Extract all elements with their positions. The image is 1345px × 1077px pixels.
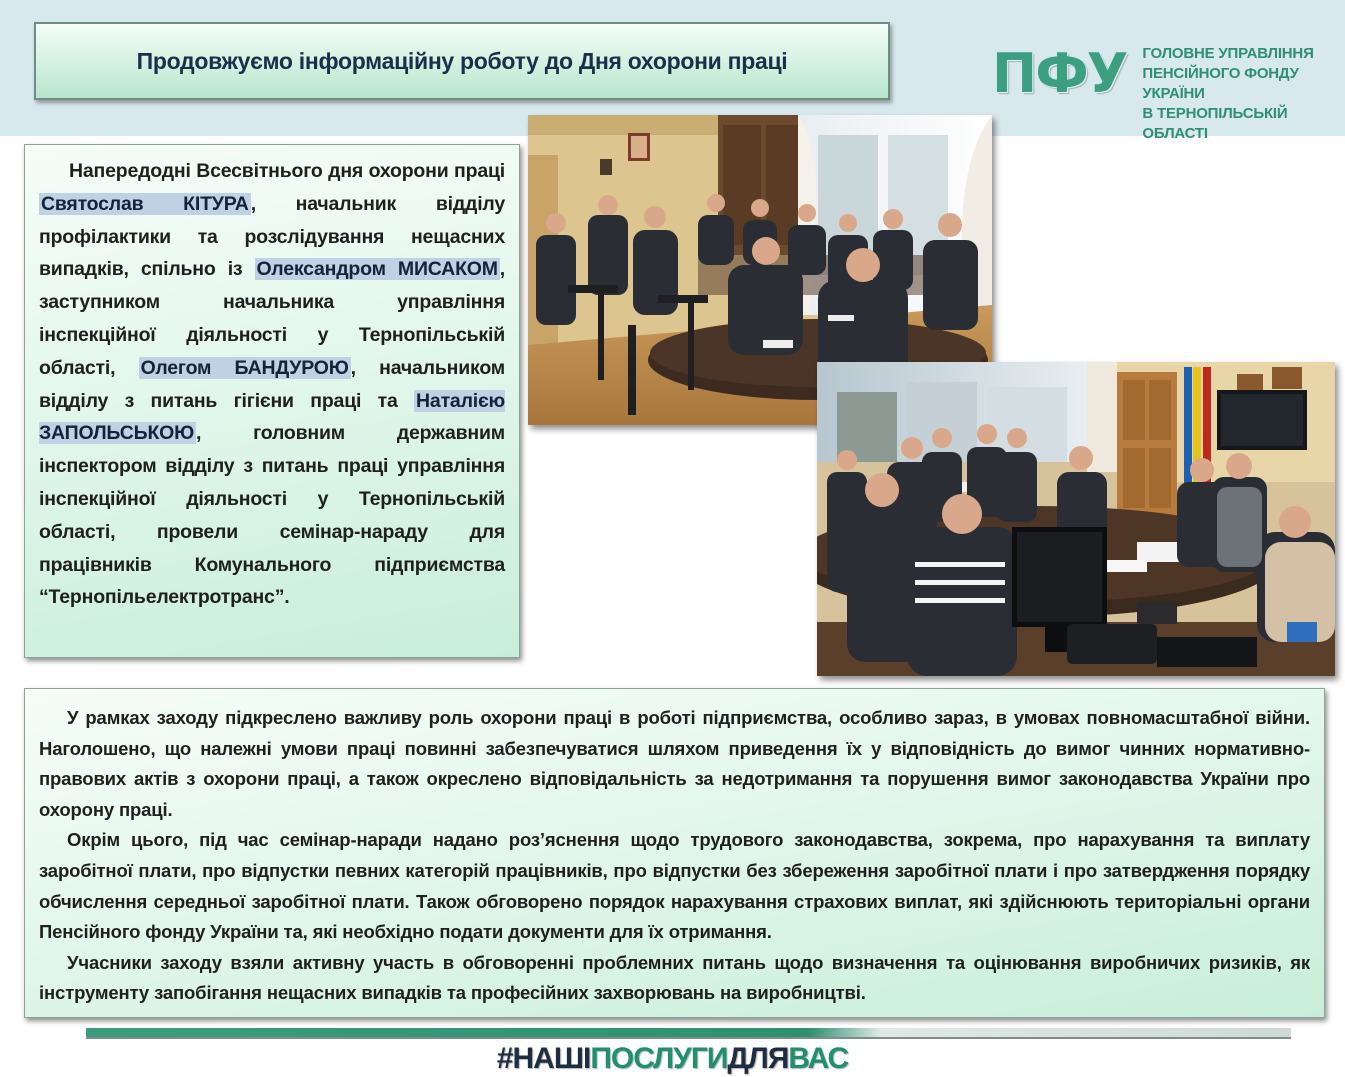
intro-text-5: , головним державним інспектором відділу з питань праці управління інспекційної діяльності у Тернопільській області, провели семінар-нараду для працівників Комунального підприємства “Тернопільелектротранс”.	[39, 422, 505, 609]
logo-text	[1142, 44, 1345, 144]
logo-line-2: ПЕНСІЙНОГО ФОНДУ УКРАЇНИ	[1142, 65, 1299, 102]
pfu-logo	[992, 42, 1345, 142]
intro-paragraph	[39, 155, 505, 614]
hashtag-symbol: #	[496, 1042, 513, 1075]
details-paragraph-3: Учасники заходу взяли активну участь в обговоренні проблемних питань щодо визначення та оцінювання виробничих ризиків, як інструменту запобігання нещасних випадків та професійних захворювань на виробництві.	[39, 951, 1310, 1004]
logo-mark: ПФУ	[992, 42, 1127, 105]
highlighted-name-3: Олегом БАНДУРОЮ	[140, 356, 349, 379]
intro-text-4: , начальником відділу з питань гігієни праці та	[39, 356, 505, 412]
details-panel	[24, 688, 1325, 1018]
footer-divider	[86, 1028, 1291, 1039]
intro-panel	[24, 144, 520, 658]
meeting-photo-2	[817, 362, 1335, 676]
details-paragraph-2: Окрім цього, під час семінар-наради надано роз’яснення щодо трудового законодавства, зокрема, про нарахування та виплату заробітної плати, про відпустки певних категорій працівників, про відпустки без збереження заробітної плати і про затвердження порядку обчислення середньої заробітної плати. Також обговорено порядок нарахування страхових виплат, які здійснюють територіальні органи Пенсійного фонду України та, які необхідно подати документи для їх отримання.	[39, 829, 1310, 943]
page-title-box	[34, 22, 890, 100]
intro-text-3: , заступником начальника управління інспекційної діяльності у Тернопільській області,	[39, 258, 506, 379]
details-paragraph-1: У рамках заходу підкреслено важливу роль охорони праці в роботі підприємства, особливо зараз, в умовах повномасштабної війни. Наголошено, що належні умови праці повинні забезпечуватися шляхом приведення їх у відповідність до вимог чинних нормативно-правових актів з охорони праці, а також окреслено відповідальність за недотримання та порушення вимог законодавства України про охорону праці.	[39, 707, 1310, 820]
hashtag-word-3: ДЛЯ	[727, 1042, 789, 1075]
logo-line-1: ГОЛОВНЕ УПРАВЛІННЯ	[1142, 45, 1314, 62]
intro-text-1: Напередодні Всесвітнього дня охорони праці	[69, 160, 505, 182]
hashtag-word-2: ПОСЛУГИ	[590, 1042, 728, 1075]
footer-hashtag	[0, 1040, 1345, 1077]
logo-line-3: В ТЕРНОПІЛЬСЬКІЙ ОБЛАСТІ	[1142, 105, 1288, 142]
hashtag-word-1: НАШІ	[512, 1042, 591, 1075]
highlighted-name-2: Олександром МИСАКОМ	[256, 258, 498, 281]
intro-text-2: , начальник відділу профілактики та розслідування нещасних випадків, спільно із	[39, 192, 505, 281]
highlighted-name-1: Святослав КІТУРА	[41, 192, 249, 215]
highlighted-name-4: Наталією ЗАПОЛЬСЬКОЮ	[39, 389, 505, 445]
page-title: Продовжуємо інформаційну роботу до Дня охорони праці	[136, 47, 788, 74]
hashtag-word-4: ВАС	[788, 1042, 849, 1075]
